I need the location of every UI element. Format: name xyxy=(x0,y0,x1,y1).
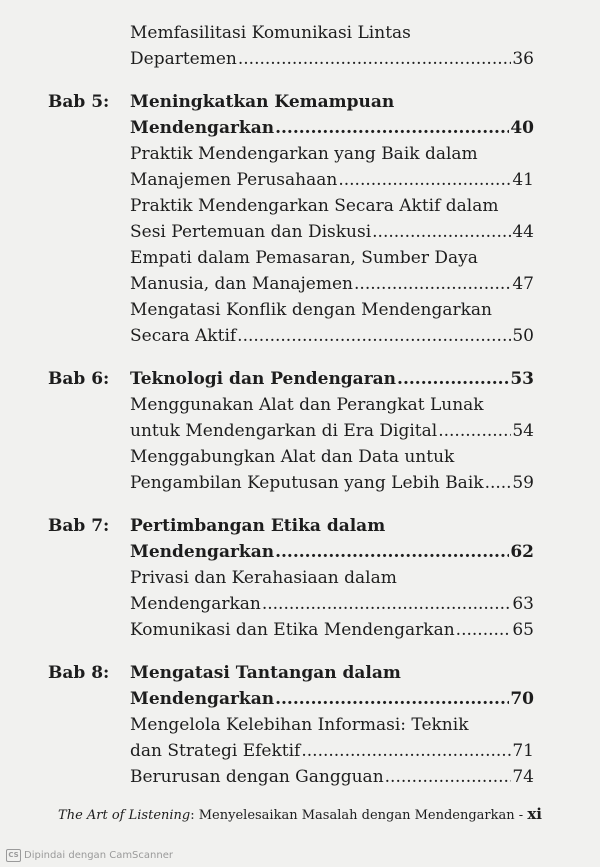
toc-entry-text: Departemen xyxy=(130,49,237,69)
page-number: 53 xyxy=(510,369,534,389)
toc-entry-line xyxy=(130,764,534,790)
toc-entry-text: Praktik Mendengarkan yang Baik dalam xyxy=(130,144,478,164)
chapter-title-line xyxy=(48,513,534,539)
page-number: 62 xyxy=(510,542,534,562)
toc-entry-text: Mendengarkan xyxy=(130,594,261,614)
chapter-label: Bab 5: xyxy=(48,92,110,112)
chapter-title: Mendengarkan xyxy=(130,118,275,138)
page-number: 63 xyxy=(512,594,534,614)
toc-entry-text: Privasi dan Kerahasiaan dalam xyxy=(130,568,397,588)
chapter-title: Teknologi dan Pendengaran xyxy=(130,369,397,389)
toc-entry-text: Berurusan dengan Gangguan xyxy=(130,767,384,787)
toc-entry-text: Praktik Mendengarkan Secara Aktif dalam xyxy=(130,196,499,216)
toc-entry-line xyxy=(130,444,534,470)
chapter-title-line xyxy=(130,115,534,141)
chapter-title: Mengatasi Tantangan dalam xyxy=(130,663,401,683)
toc-entry-line xyxy=(130,219,534,245)
toc-entry-text: Secara Aktif xyxy=(130,326,237,346)
toc-entry-text: Sesi Pertemuan dan Diskusi xyxy=(130,222,372,242)
footer-subtitle: : Menyelesaikan Masalah dengan Mendengarkan xyxy=(190,808,515,823)
toc-entry-text: Memfasilitasi Komunikasi Lintas xyxy=(130,23,411,43)
dot-leader xyxy=(372,219,511,245)
toc-entry-line xyxy=(130,323,534,349)
footer-separator: - xyxy=(514,808,528,823)
dot-leader xyxy=(275,115,509,141)
footer-book-title: The Art of Listening xyxy=(58,808,191,823)
toc-entry-line xyxy=(130,591,534,617)
toc-entry-line xyxy=(130,20,534,46)
dot-leader xyxy=(354,271,511,297)
running-footer xyxy=(0,805,600,823)
chapter-title-line xyxy=(48,660,534,686)
page-number: 41 xyxy=(512,170,534,190)
page-number: 47 xyxy=(512,274,534,294)
chapter-title-line xyxy=(48,89,534,115)
chapter-label: Bab 7: xyxy=(48,516,110,536)
toc-entry-line xyxy=(130,46,534,72)
dot-leader xyxy=(438,418,511,444)
page-number: 65 xyxy=(512,620,534,640)
dot-leader xyxy=(456,617,512,643)
toc-entry-line xyxy=(130,141,534,167)
toc-entry-line xyxy=(130,418,534,444)
dot-leader xyxy=(301,738,511,764)
chapter-title-line xyxy=(48,366,534,392)
chapter-title-line xyxy=(130,686,534,712)
dot-leader xyxy=(385,764,512,790)
toc-entry-text: Mengelola Kelebihan Informasi: Teknik xyxy=(130,715,469,735)
page-number: 50 xyxy=(512,326,534,346)
page-number: 36 xyxy=(512,49,534,69)
toc-entry-text: Komunikasi dan Etika Mendengarkan xyxy=(130,620,455,640)
dot-leader xyxy=(397,366,509,392)
dot-leader xyxy=(238,46,512,72)
page-number: 74 xyxy=(512,767,534,787)
dot-leader xyxy=(338,167,511,193)
scanner-watermark-text: Dipindai dengan CamScanner xyxy=(24,850,173,861)
page-number: 54 xyxy=(512,421,534,441)
camscanner-logo-icon: CS xyxy=(6,849,21,862)
page-number: 40 xyxy=(510,118,534,138)
table-of-contents xyxy=(0,20,600,790)
toc-entry-text: Manajemen Perusahaan xyxy=(130,170,338,190)
page-number: 44 xyxy=(512,222,534,242)
dot-leader xyxy=(275,686,509,712)
toc-entry-line xyxy=(130,297,534,323)
toc-entry-line xyxy=(130,392,534,418)
chapter-title: Mendengarkan xyxy=(130,542,275,562)
toc-entry-text: Manusia, dan Manajemen xyxy=(130,274,354,294)
scanner-watermark xyxy=(6,849,173,862)
toc-entry-text: Mengatasi Konflik dengan Mendengarkan xyxy=(130,300,492,320)
toc-entry-line xyxy=(130,470,534,496)
page-number: 71 xyxy=(512,741,534,761)
toc-entry-text: Menggunakan Alat dan Perangkat Lunak xyxy=(130,395,484,415)
toc-entry-line xyxy=(130,245,534,271)
dot-leader xyxy=(237,323,511,349)
toc-entry-line xyxy=(130,271,534,297)
chapter-label: Bab 8: xyxy=(48,663,110,683)
toc-entry-line xyxy=(130,712,534,738)
toc-entry-text: dan Strategi Efektif xyxy=(130,741,301,761)
page-number: 59 xyxy=(512,473,534,493)
toc-entry-line xyxy=(130,167,534,193)
chapter-title: Mendengarkan xyxy=(130,689,275,709)
toc-entry-line xyxy=(130,617,534,643)
chapter-title: Pertimbangan Etika dalam xyxy=(130,516,386,536)
toc-entry-line xyxy=(130,738,534,764)
chapter-title-line xyxy=(130,539,534,565)
toc-entry-line xyxy=(130,193,534,219)
dot-leader xyxy=(275,539,509,565)
dot-leader xyxy=(262,591,512,617)
toc-entry-text: Menggabungkan Alat dan Data untuk xyxy=(130,447,455,467)
toc-entry-text: Empati dalam Pemasaran, Sumber Daya xyxy=(130,248,478,268)
page-number: 70 xyxy=(510,689,534,709)
dot-leader xyxy=(485,470,512,496)
toc-entry-text: Pengambilan Keputusan yang Lebih Baik xyxy=(130,473,484,493)
toc-entry-text: untuk Mendengarkan di Era Digital xyxy=(130,421,438,441)
footer-page-number: xi xyxy=(527,805,542,823)
chapter-title: Meningkatkan Kemampuan xyxy=(130,92,395,112)
toc-entry-line xyxy=(130,565,534,591)
chapter-label: Bab 6: xyxy=(48,369,110,389)
